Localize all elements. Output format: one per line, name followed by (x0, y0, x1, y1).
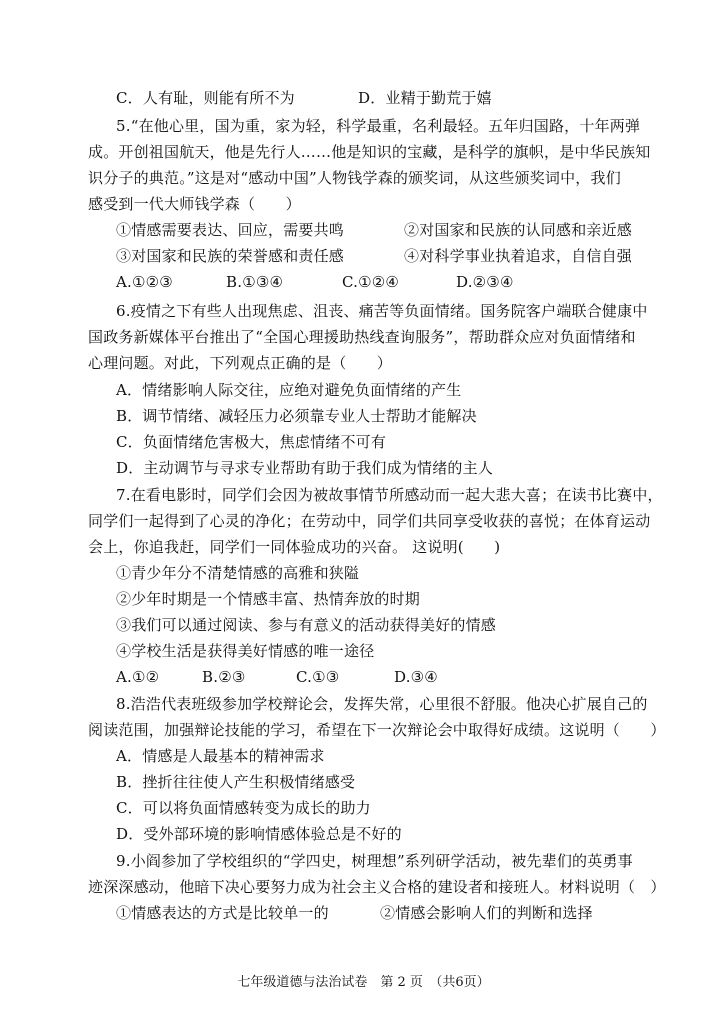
q7-answers-row (116, 667, 656, 687)
q7-answer-b: B.②③ (202, 668, 246, 686)
q8-stem-line-1: 8.浩浩代表班级参加学校辩论会，发挥失常，心里很不舒服。他决心扩展自己的 (116, 695, 648, 713)
q5-answer-c: C.①②④ (342, 273, 400, 291)
q5-item-3: ③对国家和民族的荣誉感和责任感 (116, 247, 345, 265)
q5-answer-d: D.②③④ (456, 273, 514, 291)
q8-stem-line-2: 阅读范围，加强辩论技能的学习，希望在下一次辩论会中取得好成绩。这说明（ ） (88, 721, 666, 739)
q5-stem-line-2: 成。开创祖国航天，他是先行人……他是知识的宝藏，是科学的旗帜，是中华民族知 (88, 143, 651, 161)
q6-option-c: C．负面情绪危害极大，焦虑情绪不可有 (116, 433, 387, 451)
q6-stem-line-1: 6.疫情之下有些人出现焦虑、沮丧、痛苦等负面情绪。国务院客户端联合健康中 (116, 302, 648, 320)
q4-options-row (116, 88, 616, 108)
q9-item-1: ①情感表达的方式是比较单一的 (116, 904, 329, 922)
q5-stem-line-4: 感受到一代大师钱学森（ ） (88, 195, 301, 213)
q4-option-d: D．业精于勤荒于嬉 (358, 89, 492, 107)
q5-items-row-2 (116, 246, 656, 266)
q7-stem-line-2: 同学们一起得到了心灵的净化；在劳动中，同学们共同享受收获的喜悦；在体育运动 (88, 512, 651, 530)
q8-option-d: D．受外部环境的影响情感体验总是不好的 (116, 825, 402, 843)
q6-stem-line-3: 心理问题。对此，下列观点正确的是（ ） (88, 354, 393, 372)
q9-item-2: ②情感会影响人们的判断和选择 (380, 904, 593, 922)
q9-stem-line-2: 迹深深感动，他暗下决心要努力成为社会主义合格的建设者和接班人。材料说明（ ） (88, 878, 666, 896)
q5-stem-line-1: 5.“在他心里，国为重，家为轻，科学最重，名利最轻。五年归国路，十年两弹 (116, 117, 641, 135)
q7-item-3: ③我们可以通过阅读、参与有意义的活动获得美好的情感 (116, 616, 497, 634)
q7-stem-line-1: 7.在看电影时，同学们会因为被故事情节所感动而一起大悲大喜；在读书比赛中， (116, 486, 663, 504)
q5-item-2: ②对国家和民族的认同感和亲近感 (404, 221, 633, 239)
q7-answer-d: D.③④ (394, 668, 438, 686)
q6-stem-line-2: 国政务新媒体平台推出了“全国心理援助热线查询服务”，帮助群众应对负面情绪和 (88, 328, 636, 346)
q7-item-2: ②少年时期是一个情感丰富、热情奔放的时期 (116, 590, 421, 608)
q7-stem-line-3: 会上，你追我赶，同学们一同体验成功的兴奋。 这说明( ) (88, 538, 501, 556)
q7-answer-a: A.①② (116, 668, 160, 686)
q7-item-1: ①青少年分不清楚情感的高雅和狭隘 (116, 564, 360, 582)
q5-items-row-1 (116, 220, 656, 240)
q6-option-b: B．调节情绪、减轻压力必须靠专业人士帮助才能解决 (116, 407, 477, 425)
q8-option-c: C．可以将负面情感转变为成长的助力 (116, 799, 371, 817)
q5-answer-a: A.①②③ (116, 273, 173, 291)
q8-option-b: B．挫折往往使人产生积极情绪感受 (116, 773, 356, 791)
q5-item-1: ①情感需要表达、回应，需要共鸣 (116, 221, 345, 239)
q7-item-4: ④学校生活是获得美好情感的唯一途径 (116, 642, 375, 660)
q8-option-a: A．情感是人最基本的精神需求 (116, 747, 325, 765)
q5-answers-row (116, 272, 656, 292)
q6-option-a: A．情绪影响人际交往，应绝对避免负面情绪的产生 (116, 381, 462, 399)
q5-stem-line-3: 识分子的典范。”这是对“感动中国”人物钱学森的颁奖词，从这些颁奖词中，我们 (88, 169, 621, 187)
q9-stem-line-1: 9.小阎参加了学校组织的“学四史，树理想”系列研学活动，被先辈们的英勇事 (116, 852, 633, 870)
q6-option-d: D．主动调节与寻求专业帮助有助于我们成为情绪的主人 (116, 459, 494, 477)
q9-items-row (116, 903, 656, 923)
q5-answer-b: B.①③④ (226, 273, 284, 291)
q5-item-4: ④对科学事业执着追求，自信自强 (404, 247, 633, 265)
q7-answer-c: C.①③ (296, 668, 340, 686)
q4-option-c: C．人有耻，则能有所不为 (116, 89, 295, 107)
page-footer: 七年级道德与法治试卷 第 2 页 （共6页） (237, 975, 490, 990)
